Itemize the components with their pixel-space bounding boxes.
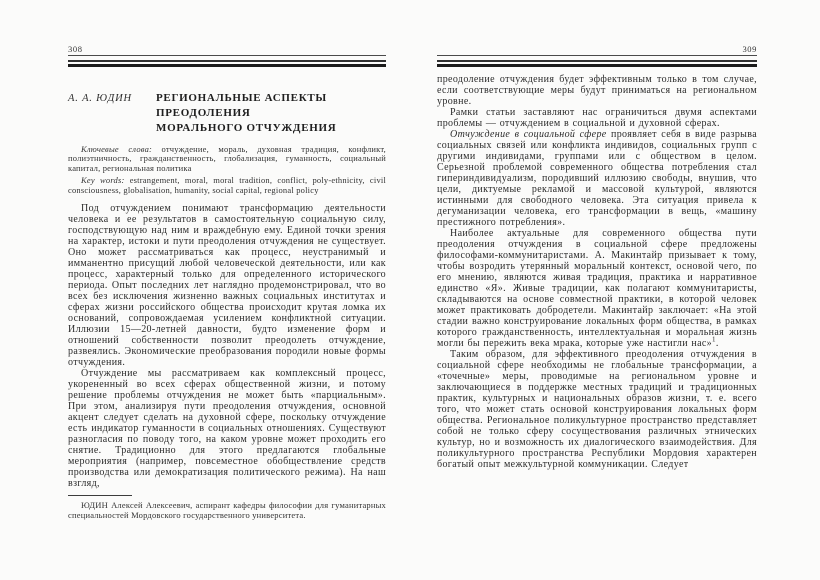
header-double-rule-left [68,60,386,67]
body-right [437,74,757,470]
article-title [156,91,336,136]
article-title-line-3: МОРАЛЬНОГО ОТЧУЖДЕНИЯ [156,121,337,134]
header-double-rule-right [437,60,757,67]
page-left [68,44,386,520]
keywords-ru-text: отчуждение, мораль, духовная традиция, конфликт, полиэтничность, гражданственность, глобализация, гуманность, социальный капитал, региональная политика [68,143,386,174]
author-footnote: ЮДИН Алексей Алексеевич, аспирант кафедры философии для гуманитарных специальностей Мордовского государственного университета. [68,500,386,520]
page-number-right: 309 [742,44,757,54]
article-title-line-1: РЕГИОНАЛЬНЫЕ АСПЕКТЫ [156,91,327,104]
footnote-area [68,495,386,520]
paragraph [437,129,757,228]
keywords-ru-label: Ключевые слова: [81,143,153,154]
page-number-left: 308 [68,44,83,54]
footnote-marker: 1 [712,335,716,344]
keywords-en-label: Key words: [81,174,125,185]
pagenum-rule-right [437,55,757,56]
keywords-ru [68,145,386,174]
paragraph: Рамки статьи заставляют нас ограничиться двумя аспектами проблемы — отчуждением в социальной и духовной сферах. [437,106,757,129]
paragraph-rest: проявляет себя в виде разрыва социальных связей или конфликта индивидов, социальных групп с другими индивидами, группами или с обществом в целом. Серьезной проблемой современного общества потребления стал гипериндивидуализм, породивший иллюзию свободы, внушив, что цели, диктуемые рекламой и массовой культурой, являются истинными для свободного человека. Эта ситуация привела к дегуманизации человека, его трансформации в вещь, «машину престижного потребления». [437,128,757,228]
keywords-en [68,176,386,196]
paragraph-period: . [715,337,719,349]
body-left [68,203,386,489]
paragraph: Под отчуждением понимают трансформацию деятельности человека и ее результатов в самостоятельную социальную силу, господствующую над ним и враждебную ему. Единой точки зрения на характер, истоки и пути преодоления отчуждения не существует. Оно может рассматриваться как процесс, неустранимый и имманентно присущий любой человеческой деятельности, или как процесс, характерный только для определенного исторического периода. Опыт последних лет наглядно продемонстрировал, что во всех без исключения жизненно важных социальных институтах и сферах жизни российского общества происходит крутая ломка их оснований, сопровождаемая усилением конфликтной ситуации. Иллюзии 15—20-летней давности, будто изменение форм и отношений собственности позволит преодолеть отчуждение, развеялись. Экономические преобразования породили новые формы отчуждения. [68,203,386,369]
pagenum-rule-left [68,55,386,56]
keywords-en-text: estrangement, moral, moral tradition, conflict, poly-ethnicity, civil consciousness, globalisation, humanity, social capital, regional policy [68,174,387,195]
paragraph [437,228,757,349]
paragraph-continuation: преодоление отчуждения будет эффективным только в том случае, если соответствующие меры будут приниматься на региональном уровне. [437,73,757,107]
paragraph-text: Наиболее актуальные для современного общества пути преодоления отчуждения в социальной сфере предложены философами-коммунитаристами. А. Макинтайр призывает к тому, чтобы возродить утерянный моральный контекст, основой чего, по его мнению, являются живая традиция, практика и нарративное единство «Я». Живые традиции, как полагают коммунитаристы, складываются на основе совместной практики, в которой человек может практиковать добродетели. Макинтайр заключает: «На этой стадии важно конструирование локальных форм общества, в рамках которого гражданственность, интеллектуальная и моральная жизнь могли бы пережить века мрака, которые уже настигли нас» [437,227,757,349]
footnote-rule [68,495,132,496]
article-title-line-2: ПРЕОДОЛЕНИЯ [156,106,251,119]
article-heading [68,91,386,136]
paragraph: Отчуждение мы рассматриваем как комплексный процесс, укорененный во всех сферах общественной жизни, и потому решение проблемы отчуждения не может быть «парциальным». При этом, анализируя пути преодоления отчуждения, основной акцент следует сделать на духовной сфере, поскольку отчуждение есть индикатор гуманности в социальных отношениях. Существуют разногласия по поводу того, на каком уровне может проходить его снятие. Традиционно для этого предлагаются глобальные мероприятия (например, повсеместное обобществление средств производства или демократизация политического режима). На наш взгляд, [68,368,386,490]
article-author: А. А. ЮДИН [68,92,132,104]
paragraph: Таким образом, для эффективного преодоления отчуждения в социальной сфере необходимы не глобальные трансформации, а «точечные» меры, проводимые на региональном уровне и заключающиеся в поддержке местных традиций и традиционных практик, культурных и национальных образов жизни, т. е. всего того, что может стать основой конструирования локальных форм общества. Региональное поликультурное пространство представляет собой не только сферу сосуществования различных этнических культур, но и возможность их диалогического взаимодействия. Для поликультурного пространства Республики Мордовия характерен богатый опыт межкультурной коммуникации. Следует [437,348,757,470]
page-right [437,44,757,520]
paragraph-lead-italic: Отчуждение в социальной сфере [450,128,607,140]
